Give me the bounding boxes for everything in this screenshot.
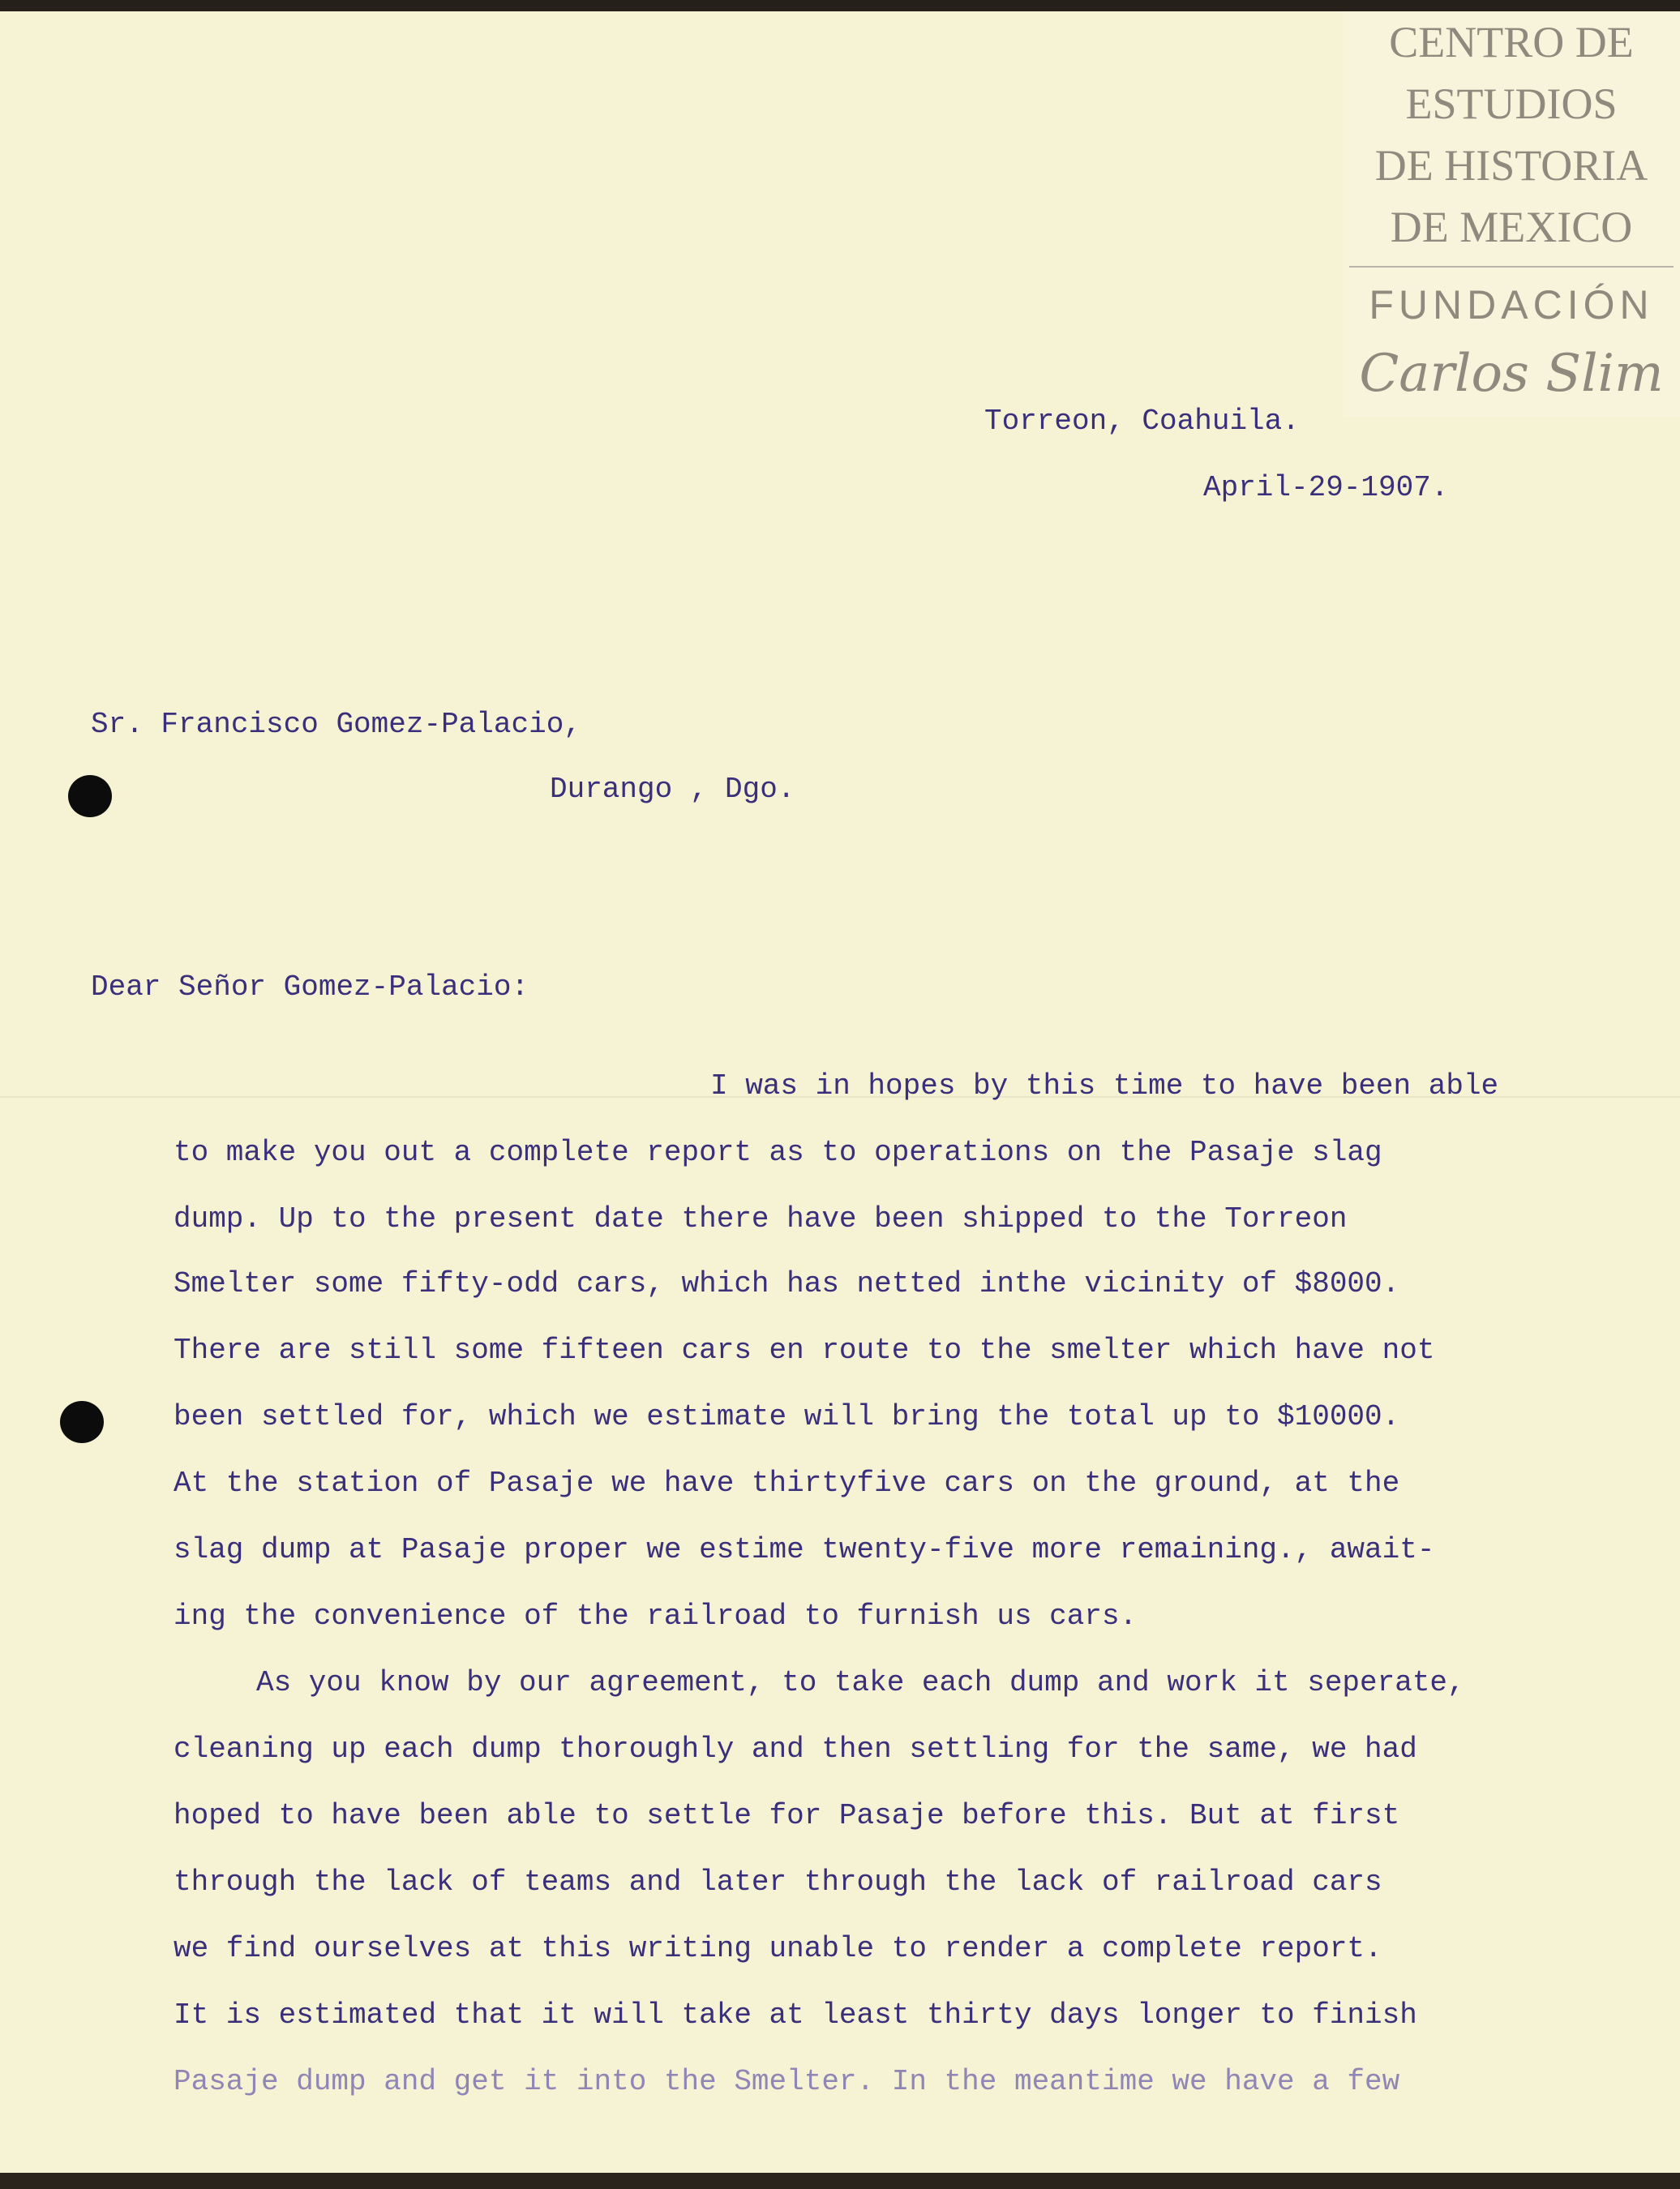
punch-hole-upper — [68, 775, 112, 817]
body-line: hoped to have been able to settle for Pasaje before this. But at first — [174, 1799, 1400, 1832]
stamp-line: ESTUDIOS — [1405, 79, 1618, 128]
body-line: dump. Up to the present date there have been shipped to the Torreon — [174, 1202, 1348, 1236]
salutation: Dear Señor Gomez-Palacio: — [91, 970, 529, 1004]
punch-hole-lower — [60, 1401, 104, 1443]
body-line: to make you out a complete report as to operations on the Pasaje slag — [174, 1136, 1382, 1169]
recipient-name: Sr. Francisco Gomez-Palacio, — [91, 708, 581, 741]
stamp-line: DE MEXICO — [1390, 203, 1633, 251]
body-line: As you know by our agreement, to take each dump and work it seperate, — [256, 1666, 1465, 1699]
recipient-city: Durango , Dgo. — [550, 773, 795, 806]
stamp-line: DE HISTORIA — [1374, 141, 1648, 190]
body-line: been settled for, which we estimate will bring the total up to $10000. — [174, 1400, 1400, 1433]
body-line: through the lack of teams and later through the lack of railroad cars — [174, 1866, 1382, 1899]
stamp-divider — [1349, 266, 1674, 268]
stamp-line: CENTRO DE — [1389, 18, 1634, 66]
body-line: I was in hopes by this time to have been able — [710, 1069, 1499, 1103]
body-line: ing the convenience of the railroad to furnish us cars. — [174, 1600, 1138, 1633]
body-line: cleaning up each dump thoroughly and then settling for the same, we had — [174, 1733, 1417, 1766]
body-line: Pasaje dump and get it into the Smelter. In the meantime we have a few — [174, 2065, 1400, 2098]
body-line: slag dump at Pasaje proper we estime twenty-five more remaining., await- — [174, 1533, 1435, 1566]
body-line: It is estimated that it will take at least thirty days longer to finish — [174, 1998, 1417, 2032]
stamp-foundation: FUNDACIÓN — [1369, 282, 1654, 328]
body-line: At the station of Pasaje we have thirtyfive cars on the ground, at the — [174, 1467, 1400, 1500]
body-line: Smelter some fifty-odd cars, which has netted inthe vicinity of $8000. — [174, 1267, 1400, 1300]
letter-date: April-29-1907. — [1203, 471, 1449, 504]
archive-stamp — [1343, 11, 1680, 417]
body-line: we find ourselves at this writing unable to render a complete report. — [174, 1932, 1382, 1965]
letter-place: Torreon, Coahuila. — [984, 405, 1300, 438]
body-line: There are still some fifteen cars en route to the smelter which have not — [174, 1334, 1435, 1367]
paper-bottom-edge — [0, 2173, 1680, 2189]
stamp-signature: Carlos Slim — [1359, 344, 1664, 404]
paper-top-edge — [0, 0, 1680, 11]
